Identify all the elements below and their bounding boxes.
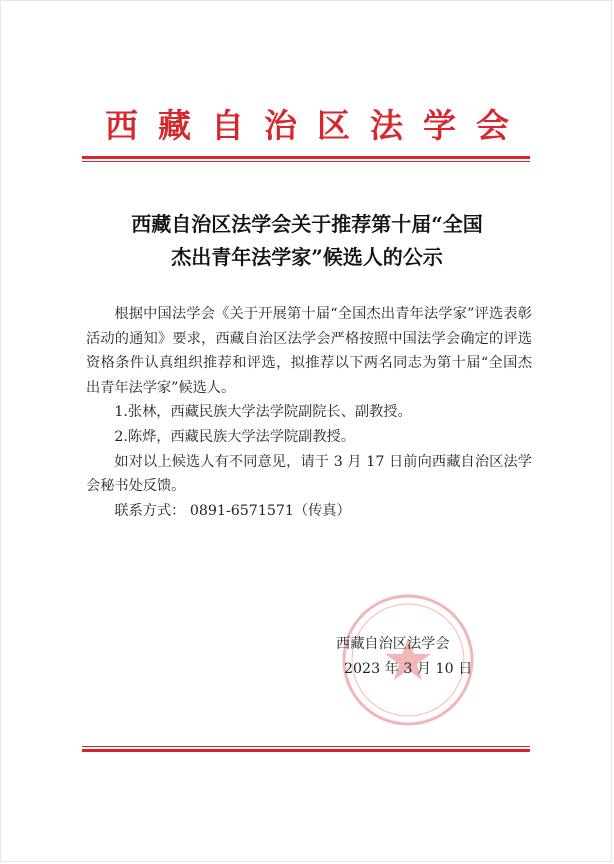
body-paragraph-candidate-2: 2.陈烨，西藏民族大学法学院副教授。 <box>114 428 355 445</box>
org-header-title: 西藏自治区法学会 <box>105 106 529 145</box>
body-paragraph-intro: 根据中国法学会《关于开展第十届“全国杰出青年法学家”评选表彰活动的通知》要求，西藏自治区法学会严格按照中国法学会确定的评选资格条件认真组织推荐和评选，拟推荐以下两名同志为第十届“全国杰出青年法学家”候选人。 <box>86 306 532 396</box>
body-paragraph-feedback: 如对以上候选人有不同意见，请于 3 月 17 日前向西藏自治区法学会秘书处反馈。 <box>86 453 532 495</box>
header-rule-thin <box>82 161 530 162</box>
signature-block <box>336 632 472 681</box>
document-title-line-2: 杰出青年法学家”候选人的公示 <box>171 245 443 269</box>
footer-rule-thick <box>82 749 530 752</box>
header-rule-thick <box>82 156 530 159</box>
body-paragraph-contact: 联系方式： 0891-6571571（传真） <box>114 502 351 519</box>
signature-org: 西藏自治区法学会 <box>336 636 450 652</box>
document-title-line-1: 西藏自治区法学会关于推荐第十届“全国 <box>131 212 483 236</box>
document-body <box>86 302 532 523</box>
body-paragraph-candidate-1: 1.张林，西藏民族大学法学院副院长、副教授。 <box>114 404 412 421</box>
document-title <box>60 208 554 274</box>
footer-rule-thin <box>82 746 530 747</box>
signature-date: 2023 年 3 月 10 日 <box>344 660 473 677</box>
